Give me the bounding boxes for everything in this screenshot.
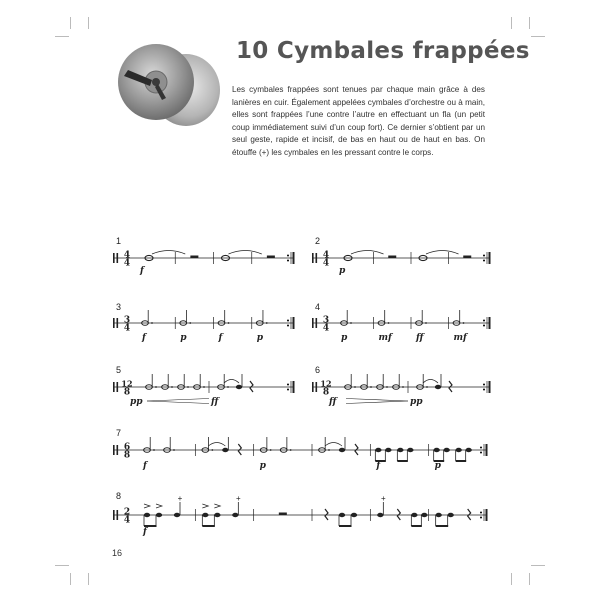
percussion-clef — [113, 253, 115, 263]
quarter-rest — [325, 509, 328, 520]
eighth-note — [214, 513, 220, 517]
quarter-note — [377, 513, 383, 517]
time-signature-top: 3 — [123, 315, 131, 326]
exercise-number: 2 — [315, 236, 321, 246]
augmentation-dot — [151, 322, 153, 324]
final-barline — [293, 381, 295, 393]
percussion-clef — [316, 382, 318, 392]
augmentation-dot — [350, 322, 352, 324]
eighth-note — [385, 448, 391, 452]
exercise-number: 7 — [116, 428, 122, 438]
percussion-clef — [312, 253, 314, 263]
exercise-number: 5 — [116, 365, 122, 375]
time-signature-bottom: 4 — [322, 323, 330, 334]
eighth-note — [447, 513, 453, 517]
repeat-dot — [287, 260, 289, 262]
quarter-note — [174, 513, 180, 517]
time-signature-bottom: 4 — [123, 515, 131, 526]
percussion-clef — [117, 445, 119, 455]
final-barline — [293, 317, 295, 329]
percussion-clef — [113, 318, 115, 328]
augmentation-dot — [266, 322, 268, 324]
quarter-note — [222, 448, 228, 452]
eighth-note — [202, 513, 208, 517]
muffle-mark: + — [177, 494, 183, 503]
dynamic-marking: ff — [211, 397, 219, 407]
augmentation-dot — [155, 386, 157, 388]
page-title: 10 Cymbales frappées — [236, 38, 530, 64]
repeat-dot — [483, 384, 485, 386]
dynamic-marking: p — [434, 461, 441, 471]
tie — [423, 380, 438, 384]
dynamic-marking: f — [140, 266, 144, 276]
dynamic-marking: p — [259, 461, 266, 471]
exercise-number: 4 — [315, 302, 321, 312]
beam — [436, 525, 449, 527]
dynamic-marking: f — [143, 527, 147, 537]
time-signature-bottom: 8 — [123, 450, 131, 461]
repeat-dot — [287, 325, 289, 327]
time-signature-top: 4 — [322, 250, 330, 261]
beam — [456, 460, 467, 462]
repeat-dot — [483, 325, 485, 327]
eighth-note — [421, 513, 427, 517]
dynamic-marking: f — [376, 461, 381, 471]
eighth-note — [433, 448, 439, 452]
time-signature-top: 2 — [123, 507, 131, 518]
final-barline — [486, 444, 488, 456]
accent-mark — [156, 504, 162, 508]
final-barline — [489, 252, 491, 264]
eighth-note — [411, 513, 417, 517]
percussion-clef — [316, 318, 318, 328]
time-signature-bottom: 8 — [322, 387, 330, 398]
repeat-dot — [287, 389, 289, 391]
dynamic-marking: pp — [130, 397, 143, 407]
eighth-note — [435, 513, 441, 517]
augmentation-dot — [189, 322, 191, 324]
final-barline — [489, 381, 491, 393]
repeat-dot — [480, 512, 482, 514]
augmentation-dot — [425, 322, 427, 324]
eighth-note — [465, 448, 471, 452]
augmentation-dot — [171, 386, 173, 388]
quarter-note — [232, 513, 238, 517]
final-barline — [293, 252, 295, 264]
quarter-note — [236, 385, 242, 389]
eighth-note — [375, 448, 381, 452]
percussion-clef — [113, 382, 115, 392]
time-signature-top: 12 — [320, 378, 332, 389]
repeat-dot — [287, 384, 289, 386]
eighth-note — [144, 513, 150, 517]
exercise-number: 1 — [116, 236, 122, 246]
dynamic-marking: f — [142, 333, 146, 343]
whole-rest — [267, 256, 275, 259]
beam — [397, 460, 408, 462]
time-signature-bottom: 4 — [123, 258, 131, 269]
augmentation-dot — [173, 449, 175, 451]
quarter-rest — [449, 381, 452, 392]
tie — [224, 380, 239, 384]
tie — [152, 251, 185, 255]
percussion-clef — [117, 253, 119, 263]
eighth-note — [397, 448, 403, 452]
time-signature-bottom: 4 — [123, 323, 131, 334]
eighth-note — [339, 513, 345, 517]
quarter-rest — [397, 509, 400, 520]
eighth-note — [156, 513, 162, 517]
eighth-note — [351, 513, 357, 517]
augmentation-dot — [153, 449, 155, 451]
beam — [339, 525, 352, 527]
repeat-dot — [483, 389, 485, 391]
percussion-clef — [113, 445, 115, 455]
eighth-note — [407, 448, 413, 452]
muffle-mark: + — [235, 494, 241, 503]
percussion-clef — [312, 318, 314, 328]
time-signature-top: 6 — [123, 442, 131, 453]
final-barline — [486, 509, 488, 521]
quarter-note — [435, 385, 441, 389]
exercise-number: 3 — [116, 302, 122, 312]
dynamic-marking: ff — [416, 333, 424, 343]
quarter-rest — [238, 444, 241, 455]
repeat-dot — [483, 320, 485, 322]
quarter-rest — [250, 381, 253, 392]
whole-rest — [388, 256, 396, 259]
eighth-note — [455, 448, 461, 452]
augmentation-dot — [370, 386, 372, 388]
percussion-clef — [312, 382, 314, 392]
augmentation-dot — [328, 449, 330, 451]
dynamic-marking: mf — [453, 333, 467, 343]
accent-mark — [214, 504, 220, 508]
muffle-mark: + — [380, 494, 386, 503]
accent-mark — [202, 504, 208, 508]
augmentation-dot — [386, 386, 388, 388]
crescendo-hairpin — [147, 399, 209, 402]
dynamic-marking: p — [341, 333, 348, 343]
dynamic-marking: p — [339, 266, 346, 276]
repeat-dot — [287, 255, 289, 257]
augmentation-dot — [203, 386, 205, 388]
repeat-dot — [287, 320, 289, 322]
decrescendo-hairpin — [346, 399, 408, 402]
dynamic-marking: f — [218, 333, 223, 343]
dynamic-marking: p — [256, 333, 264, 343]
quarter-note — [339, 448, 345, 452]
dynamic-marking: ff — [329, 397, 337, 407]
beam — [202, 525, 215, 527]
dynamic-marking: mf — [378, 333, 392, 343]
whole-rest — [190, 256, 198, 259]
page-number: 16 — [112, 548, 123, 558]
augmentation-dot — [402, 386, 404, 388]
eighth-note — [443, 448, 449, 452]
repeat-dot — [483, 255, 485, 257]
percussion-clef — [113, 510, 115, 520]
time-signature-bottom: 8 — [123, 387, 131, 398]
time-signature-top: 4 — [123, 250, 131, 261]
dynamic-marking: pp — [410, 397, 423, 407]
repeat-dot — [480, 452, 482, 454]
tie — [351, 251, 384, 255]
time-signature-top: 12 — [121, 378, 133, 389]
repeat-dot — [480, 447, 482, 449]
percussion-clef — [316, 253, 318, 263]
percussion-clef — [117, 510, 119, 520]
augmentation-dot — [388, 322, 390, 324]
tie — [208, 443, 225, 447]
augmentation-dot — [463, 322, 465, 324]
augmentation-dot — [187, 386, 189, 388]
whole-rest — [463, 256, 471, 259]
augmentation-dot — [290, 449, 292, 451]
tie — [426, 251, 459, 255]
quarter-rest — [468, 509, 471, 520]
time-signature-bottom: 4 — [322, 258, 330, 269]
augmentation-dot — [354, 386, 356, 388]
accent-mark — [144, 504, 150, 508]
final-barline — [489, 317, 491, 329]
augmentation-dot — [227, 386, 229, 388]
dynamic-marking: f — [143, 461, 147, 471]
beam — [411, 525, 422, 527]
exercise-number: 8 — [116, 491, 122, 501]
percussion-clef — [117, 318, 119, 328]
dynamic-marking: p — [180, 333, 187, 343]
whole-rest — [279, 513, 287, 516]
augmentation-dot — [426, 386, 428, 388]
time-signature-top: 3 — [322, 315, 330, 326]
repeat-dot — [483, 260, 485, 262]
augmentation-dot — [270, 449, 272, 451]
crescendo-hairpin — [147, 401, 209, 404]
augmentation-dot — [228, 322, 230, 324]
decrescendo-hairpin — [346, 401, 408, 404]
exercise-number: 6 — [315, 365, 321, 375]
intro-paragraph: Les cymbales frappées sont tenues par chaque main grâce à des lanières en cuir. Également appelées cymbales d’orchestre ou à main, elles sont frappées l’une contre l’autre en effectuant un fla (un petit coup immédiatement suivi d’un coup fort). Ce dernier s’obtient par un seul geste, rapide et incisif, de bas en haut ou de haut en bas. On étouffe (+) les cymbales en les pressant contre le corps. — [232, 85, 485, 157]
tie — [325, 443, 342, 447]
quarter-rest — [355, 444, 358, 455]
percussion-clef — [117, 382, 119, 392]
augmentation-dot — [211, 449, 213, 451]
repeat-dot — [480, 517, 482, 519]
tie — [229, 251, 262, 255]
